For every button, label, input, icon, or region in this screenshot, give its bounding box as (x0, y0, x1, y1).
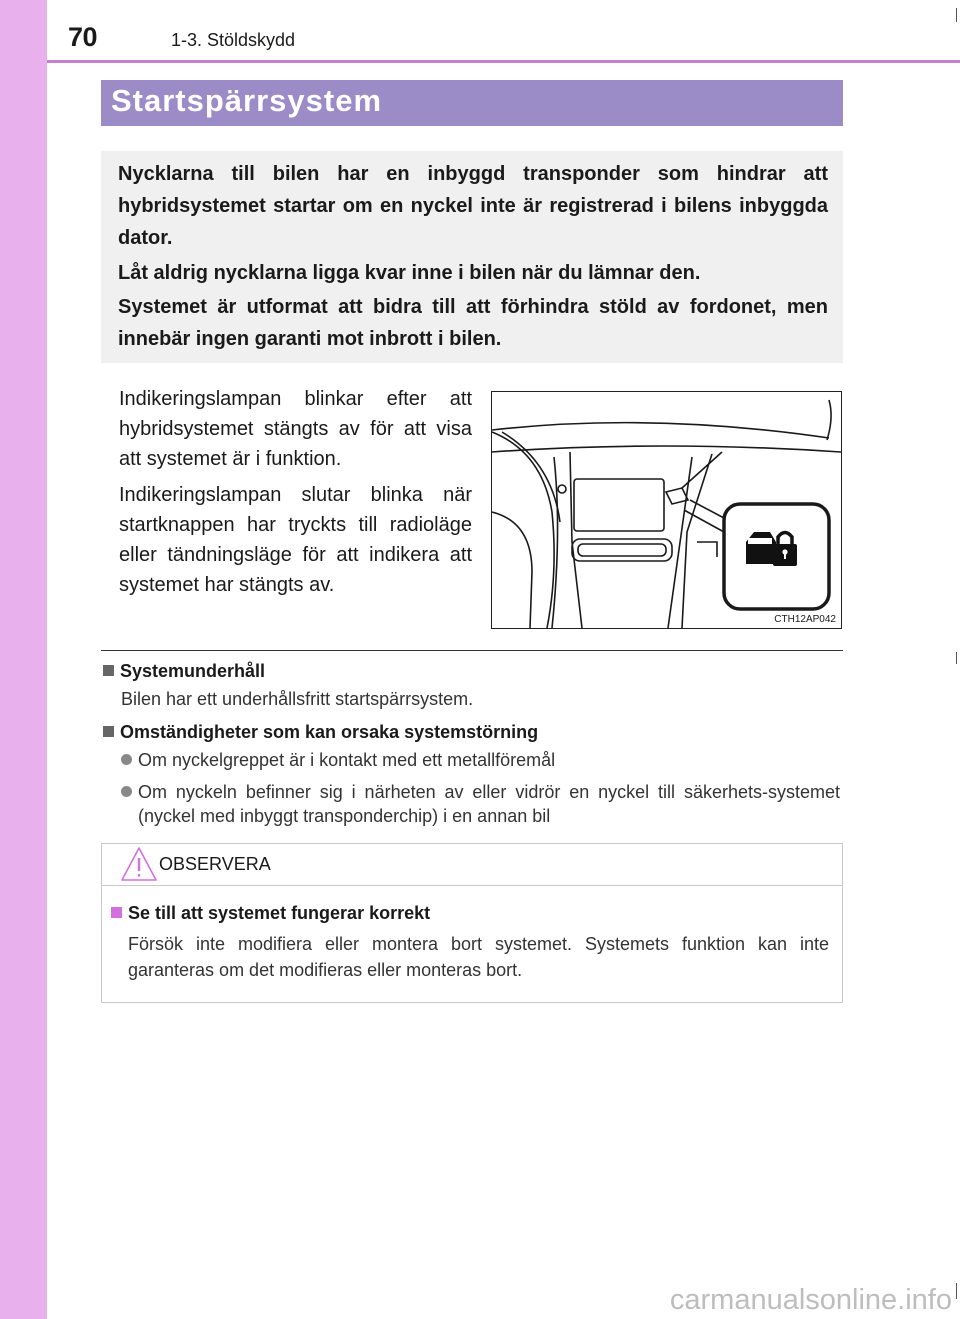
square-bullet-icon (103, 665, 114, 676)
list-item: Om nyckelgreppet är i kontakt med ett metallföremål (121, 748, 841, 772)
watermark: carmanualsonline.info (669, 1284, 952, 1316)
crop-mark (956, 8, 957, 22)
section-title: 1-3. Stöldskydd (171, 30, 296, 50)
notice-box (101, 843, 843, 1003)
maintenance-text: Bilen har ett underhållsfritt startspärrsystem. (121, 689, 474, 709)
dashboard-drawing (492, 392, 841, 628)
intro-paragraph: Systemet är utformat att bidra till att förhindra stöld av fordonet, men innebär ingen garanti mot inbrott i bilen. (118, 296, 828, 350)
page-sidebar (0, 0, 47, 1319)
intro-paragraph: Nycklarna till bilen har en inbyggd transponder som hindrar att hybridsystemet startar om en nyckel inte är registrerad i bilens inbyggda dator. (118, 163, 828, 249)
crop-mark (956, 1283, 957, 1299)
figure-code: CTH12AP042 (774, 614, 836, 625)
car-lock-icon (746, 532, 797, 566)
warning-icon (120, 845, 158, 883)
malfunction-heading: Omständigheter som kan orsaka systemstörning (103, 722, 538, 743)
circle-bullet-icon (121, 786, 132, 797)
section-divider (101, 650, 843, 651)
square-bullet-icon (103, 726, 114, 737)
notice-header (102, 844, 842, 886)
notice-heading: Se till att systemet fungerar korrekt (111, 903, 430, 924)
notice-text: Försök inte modifiera eller montera bort systemet. Systemets funktion kan inte garanteras om det modifieras eller monteras bort. (128, 934, 829, 980)
circle-bullet-icon (121, 754, 132, 765)
page-title-bar (101, 80, 843, 126)
intro-paragraph: Låt aldrig nycklarna ligga kvar inne i bilen när du lämnar den. (118, 262, 701, 284)
intro-box (101, 151, 843, 363)
square-bullet-icon (111, 907, 122, 918)
list-item: Om nyckeln befinner sig i närheten av eller vidrör en nyckel till säkerhets-systemet (nyckel med inbyggt transponderchip) i en annan bil (121, 780, 841, 828)
page-number: 70 (68, 22, 98, 52)
page-title: Startspärrsystem (111, 83, 383, 118)
notice-title: OBSERVERA (159, 854, 271, 874)
body-paragraph: Indikeringslampan blinkar efter att hybridsystemet stängts av för att visa att systemet är i funktion. (119, 388, 472, 470)
header-divider (47, 60, 960, 63)
crop-mark (956, 652, 957, 664)
body-paragraph: Indikeringslampan slutar blinka när startknappen har tryckts till radioläge eller tändningsläge för att indikera att systemet har stängts av. (119, 484, 472, 596)
dashboard-illustration (491, 391, 842, 629)
maintenance-heading: Systemunderhåll (103, 661, 265, 682)
